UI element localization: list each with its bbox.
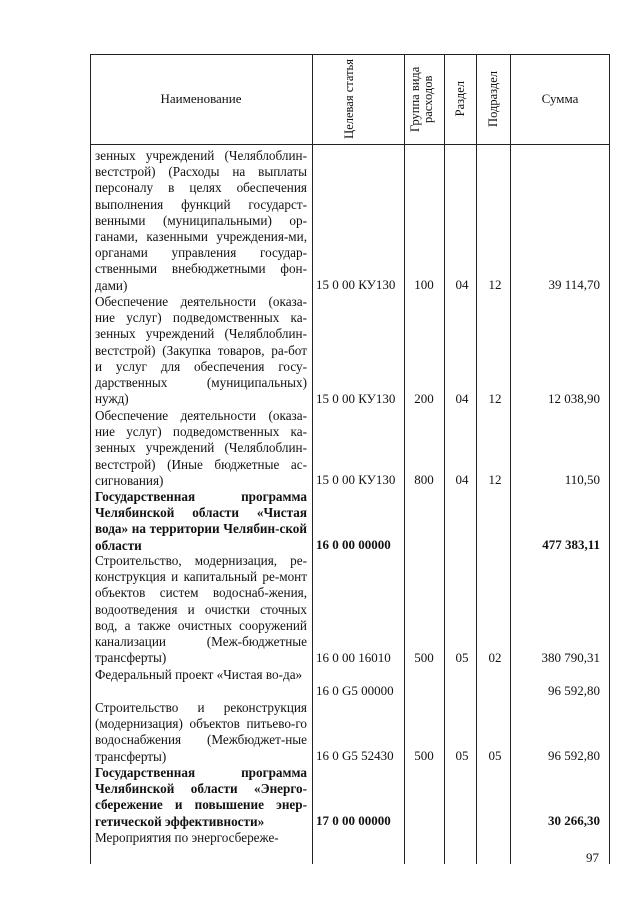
row-code: 15 0 00 КУ130 bbox=[316, 391, 396, 406]
header-subsection-label: Подраздел bbox=[485, 71, 500, 127]
row-sum: 12 038,90 bbox=[548, 391, 600, 406]
row-sum: 30 266,30 bbox=[548, 813, 600, 828]
row-name: зенных учреждений (Челяблоблин-вестстрой) (Расходы на выплаты персоналу в целях обеспечения выполнения функций государст-венными (муниципальными) ор-ганами, казенными учреждения-ми, органами управления государ-ственными внебюджетными фон-дами) bbox=[95, 148, 307, 293]
row-group: 800 bbox=[414, 472, 434, 487]
row-name: Обеспечение деятельности (оказа-ние услуг) подведомственных ка-зенных учреждений (Челяблоблин-вестстрой) (Закупка товаров, ра-бот и услуг для обеспечения госу-дарственных (муниципальных) нужд) bbox=[95, 294, 307, 407]
row-sum: 39 114,70 bbox=[548, 277, 600, 292]
row-group: 100 bbox=[414, 277, 434, 292]
row-sum: 96 592,80 bbox=[548, 748, 600, 763]
header-sum-label: Сумма bbox=[541, 91, 579, 106]
row-subsection: 05 bbox=[488, 748, 502, 763]
header-target bbox=[312, 54, 404, 144]
row-section: 05 bbox=[455, 748, 469, 763]
header-group-label: Группа вида расходов bbox=[408, 66, 435, 132]
row-code: 16 0 G5 00000 bbox=[316, 683, 394, 698]
row-section: 05 bbox=[455, 650, 469, 665]
row-subsection: 12 bbox=[488, 277, 502, 292]
header-name-label: Наименование bbox=[160, 91, 242, 106]
row-name: Строительство, модернизация, ре-конструкция и капитальный ре-монт объектов систем водоснаб-жения, водоотведения и очистки сточных вод, а также очистных сооружений канализации (Меж-бюджетные трансферты) bbox=[95, 553, 307, 666]
header-target-label: Целевая статья bbox=[342, 59, 356, 139]
row-code: 15 0 00 КУ130 bbox=[316, 277, 396, 292]
row-group: 500 bbox=[414, 748, 434, 763]
row-section: 04 bbox=[455, 391, 469, 406]
row-name: Обеспечение деятельности (оказа-ние услуг) подведомственных ка-зенных учреждений (Челяблоблин-вестстрой) (Иные бюджетные ас-сигнования) bbox=[95, 408, 307, 488]
row-code: 16 0 00 00000 bbox=[316, 537, 391, 552]
row-code: 16 0 G5 52430 bbox=[316, 748, 394, 763]
row-sum: 96 592,80 bbox=[548, 683, 600, 698]
row-group: 500 bbox=[414, 650, 434, 665]
row-code: 15 0 00 КУ130 bbox=[316, 472, 396, 487]
row-section: 04 bbox=[455, 277, 469, 292]
row-name: Мероприятия по энергосбереже- bbox=[95, 830, 279, 845]
budget-table bbox=[90, 54, 610, 864]
row-section: 04 bbox=[455, 472, 469, 487]
row-name: Государственная программа Челябинской области «Чистая вода» на территории Челябин-ской области bbox=[95, 489, 307, 553]
header-subsection bbox=[476, 54, 510, 144]
row-sum: 110,50 bbox=[564, 472, 600, 487]
page-number: 97 bbox=[586, 850, 599, 865]
row-name: Строительство и реконструкция (модернизация) объектов питьево-го водоснабжения (Межбюджет-ные трансферты) bbox=[95, 700, 307, 764]
header-group bbox=[404, 54, 444, 144]
row-name: Федеральный проект «Чистая во-да» bbox=[95, 667, 303, 682]
header-sum bbox=[510, 54, 610, 144]
row-sum: 380 790,31 bbox=[541, 650, 600, 665]
row-subsection: 12 bbox=[488, 391, 502, 406]
row-subsection: 02 bbox=[488, 650, 502, 665]
row-sum: 477 383,11 bbox=[542, 537, 600, 552]
row-code: 17 0 00 00000 bbox=[316, 813, 391, 828]
header-name bbox=[90, 54, 312, 144]
row-subsection: 12 bbox=[488, 472, 502, 487]
row-code: 16 0 00 16010 bbox=[316, 650, 391, 665]
row-group: 200 bbox=[414, 391, 434, 406]
header-section-label: Раздел bbox=[452, 81, 467, 117]
header-section bbox=[444, 54, 476, 144]
row-name: Государственная программа Челябинской области «Энерго-сбережение и повышение энер-гетической эффективности» bbox=[95, 765, 307, 829]
